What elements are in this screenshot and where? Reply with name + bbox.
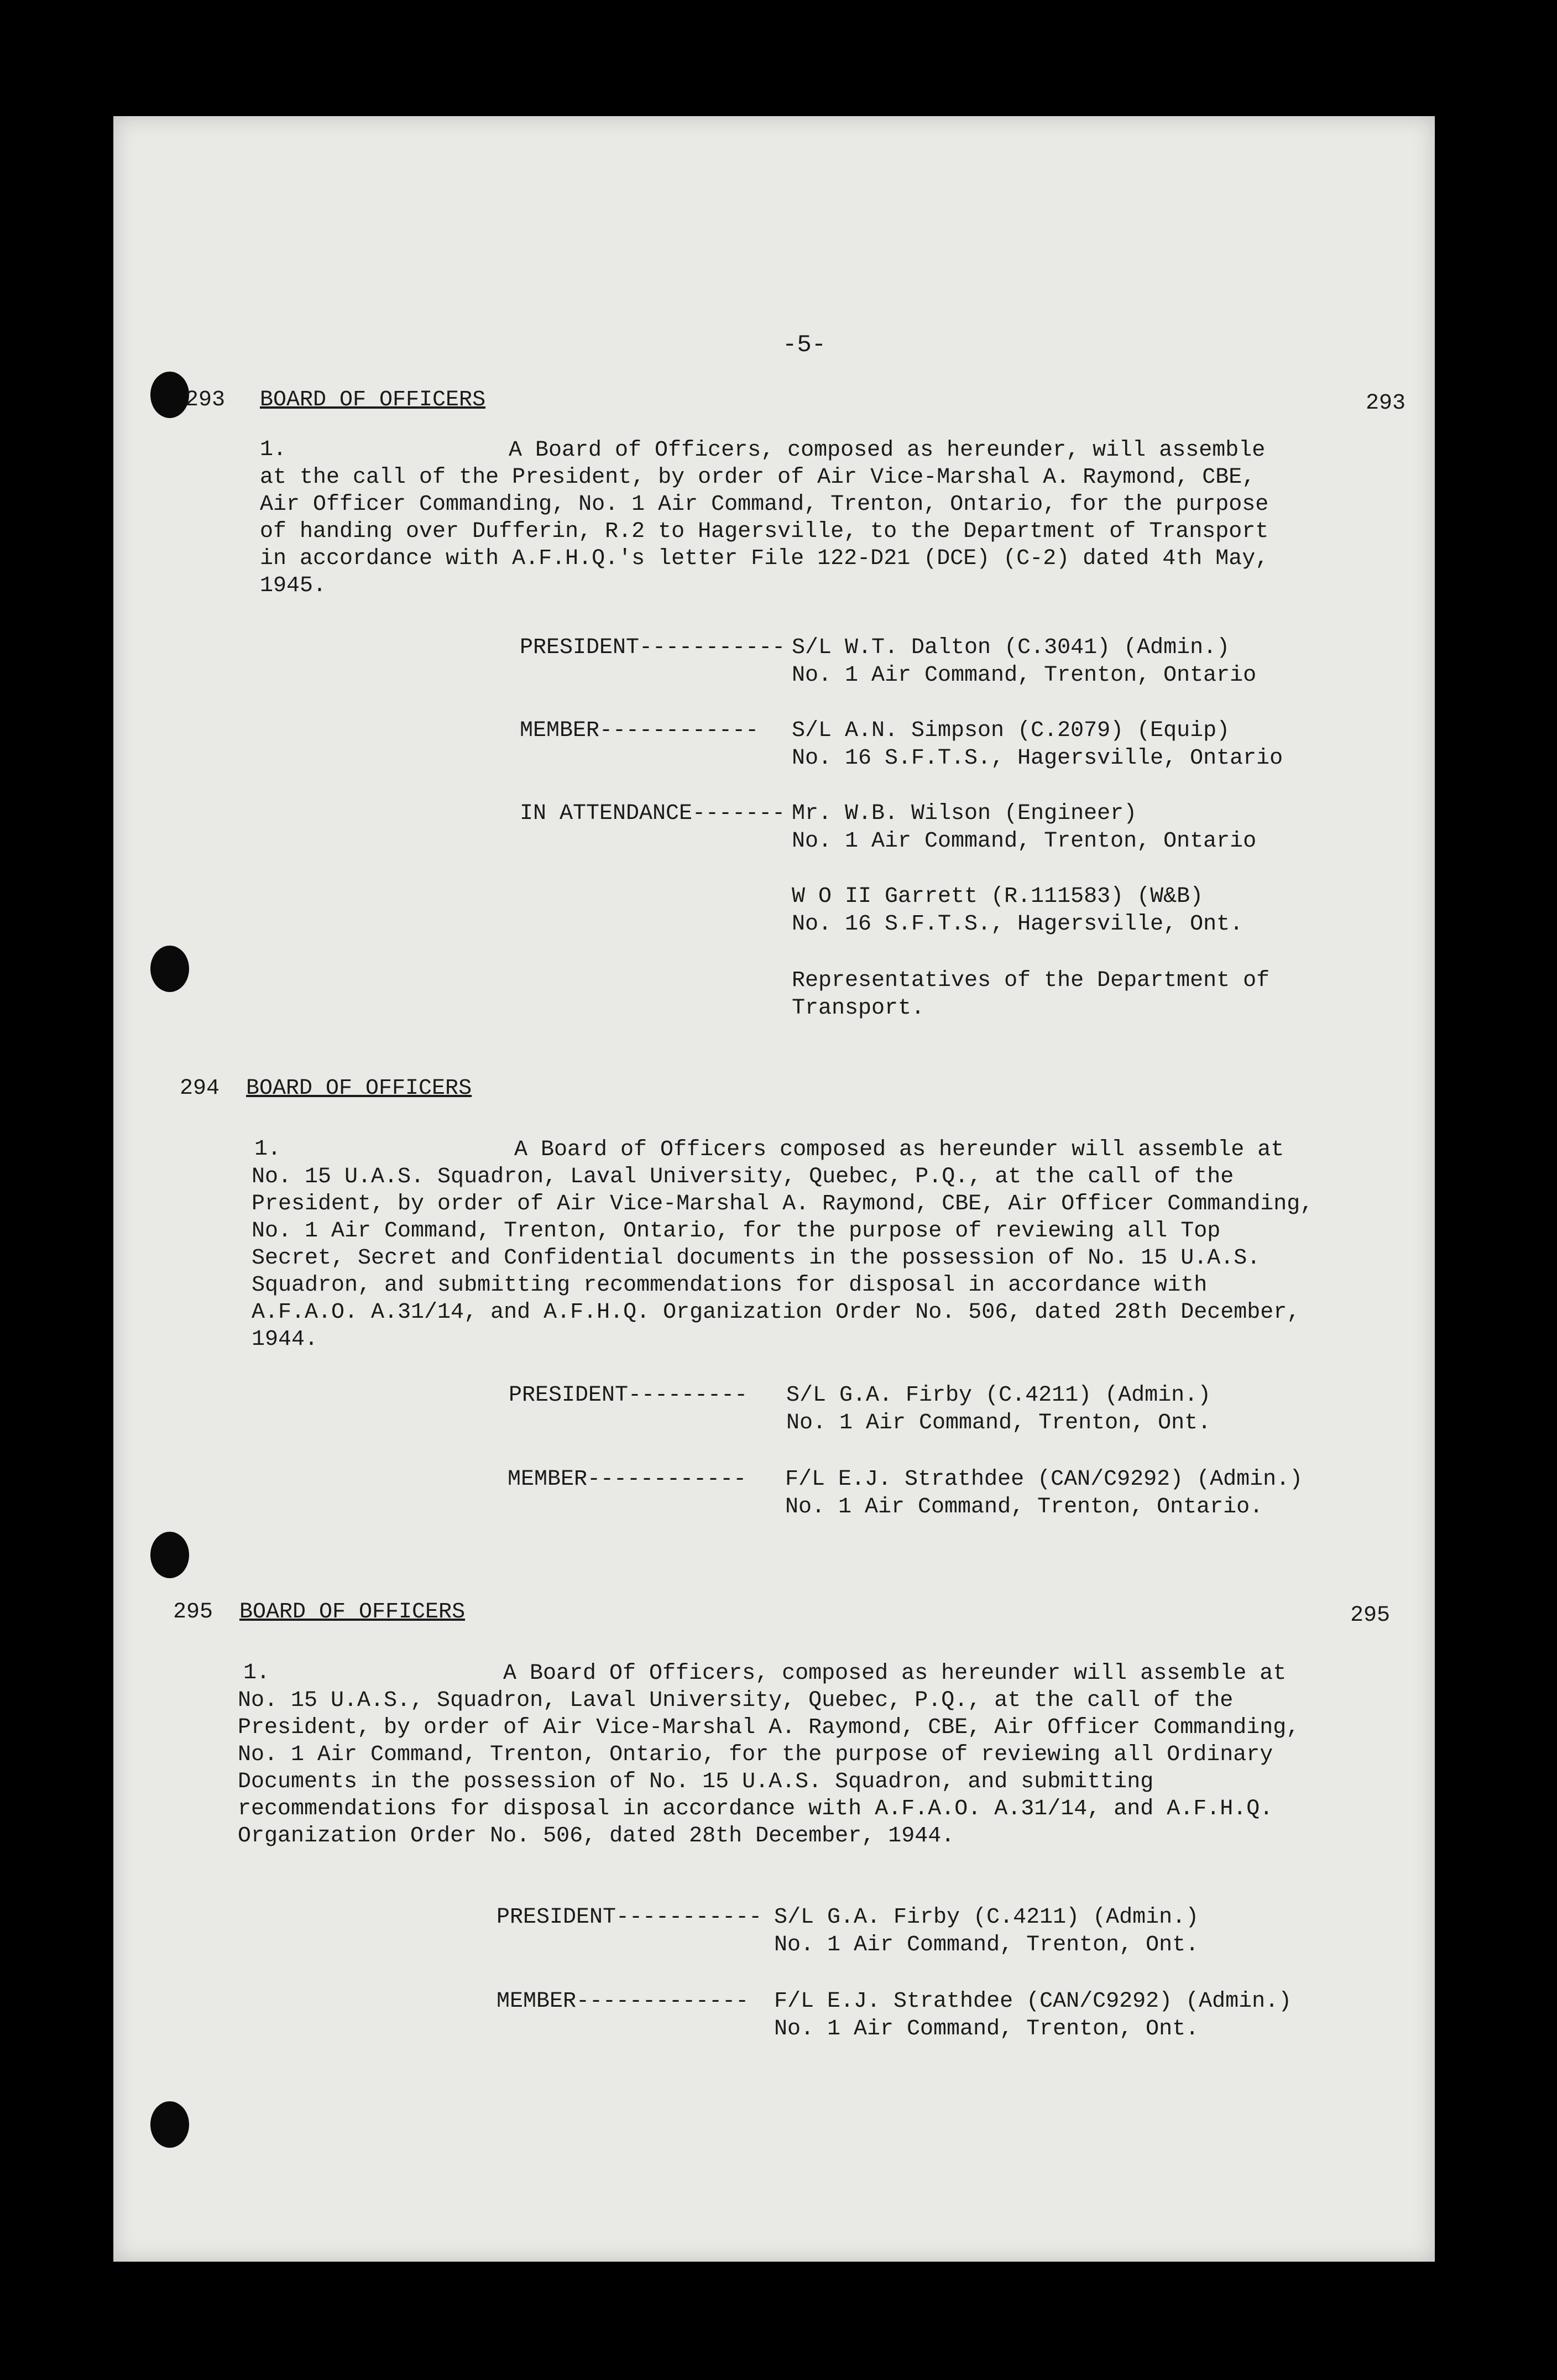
section-number-left: 295 (173, 1600, 213, 1625)
member-line: No. 1 Air Command, Trenton, Ont. (774, 2017, 1199, 2042)
member-line: No. 16 S.F.T.S., Hagersville, Ont. (792, 912, 1243, 937)
member-line: S/L A.N. Simpson (C.2079) (Equip) (792, 718, 1230, 743)
paragraph-line: A Board Of Officers, composed as hereunder will assemble at (503, 1661, 1287, 1686)
paragraph-line: No. 15 U.A.S., Squadron, Laval University, Quebec, P.Q., at the call of the (238, 1688, 1234, 1713)
paragraph-line: recommendations for disposal in accordance with A.F.A.O. A.31/14, and A.F.H.Q. (238, 1797, 1273, 1821)
member-role: MEMBER------------- (497, 1989, 749, 2014)
member-role: PRESIDENT----------- (520, 635, 786, 660)
paragraph-line: No. 1 Air Command, Trenton, Ontario, for the purpose of reviewing all Ordinary (238, 1742, 1273, 1767)
paragraph-line: No. 1 Air Command, Trenton, Ontario, for the purpose of reviewing all Top (252, 1219, 1221, 1244)
page-number: -5- (782, 331, 827, 359)
member-line: Transport. (792, 996, 925, 1021)
member-line: No. 1 Air Command, Trenton, Ontario (792, 829, 1257, 854)
member-role: PRESIDENT--------- (509, 1383, 748, 1408)
paragraph-line: Air Officer Commanding, No. 1 Air Command, Trenton, Ontario, for the purpose (260, 492, 1269, 517)
member-line: No. 1 Air Command, Trenton, Ont. (774, 1933, 1199, 1958)
paragraph-line: at the call of the President, by order of Air Vice-Marshal A. Raymond, CBE, (260, 465, 1256, 490)
member-line: W O II Garrett (R.111583) (W&B) (792, 884, 1204, 909)
member-role: MEMBER------------ (508, 1467, 747, 1492)
member-role: PRESIDENT----------- (497, 1905, 762, 1930)
section-number-right: 293 (1366, 391, 1406, 416)
paragraph-line: 1944. (252, 1327, 318, 1352)
member-line: No. 1 Air Command, Trenton, Ontario (792, 663, 1257, 688)
paragraph-line: Squadron, and submitting recommendations for disposal in accordance with (252, 1273, 1208, 1298)
section-heading: BOARD OF OFFICERS (239, 1600, 466, 1625)
binder-hole (150, 372, 189, 418)
paragraph-number: 1. (254, 1137, 281, 1162)
section-heading: BOARD OF OFFICERS (260, 388, 486, 413)
member-role: IN ATTENDANCE------- (520, 801, 786, 826)
binder-hole (150, 1532, 189, 1578)
paragraph-line: A Board of Officers, composed as hereunder, will assemble (509, 438, 1266, 463)
member-line: S/L W.T. Dalton (C.3041) (Admin.) (792, 635, 1230, 660)
paragraph-line: Documents in the possession of No. 15 U.A.S. Squadron, and submitting (238, 1770, 1154, 1794)
section-number-left: 293 (185, 388, 226, 413)
member-line: No. 1 Air Command, Trenton, Ont. (786, 1411, 1211, 1436)
paragraph-line: President, by order of Air Vice-Marshal A. Raymond, CBE, Air Officer Commanding, (238, 1715, 1300, 1740)
paragraph-line: President, by order of Air Vice-Marshal A. Raymond, CBE, Air Officer Commanding, (252, 1192, 1314, 1217)
member-line: F/L E.J. Strathdee (CAN/C9292) (Admin.) (785, 1467, 1303, 1492)
member-line: Mr. W.B. Wilson (Engineer) (792, 801, 1137, 826)
paragraph-line: Secret, Secret and Confidential documents in the possession of No. 15 U.A.S. (252, 1246, 1261, 1271)
binder-hole (150, 946, 189, 992)
paragraph-line: in accordance with A.F.H.Q.'s letter File 122-D21 (DCE) (C-2) dated 4th May, (260, 546, 1269, 571)
section-number-left: 294 (180, 1076, 220, 1101)
paragraph-line: Organization Order No. 506, dated 28th December, 1944. (238, 1824, 955, 1849)
binder-hole (150, 2101, 189, 2148)
paragraph-line: A.F.A.O. A.31/14, and A.F.H.Q. Organization Order No. 506, dated 28th December, (252, 1300, 1300, 1325)
member-line: F/L E.J. Strathdee (CAN/C9292) (Admin.) (774, 1989, 1292, 2014)
member-line: S/L G.A. Firby (C.4211) (Admin.) (774, 1905, 1199, 1930)
member-line: Representatives of the Department of (792, 968, 1270, 993)
member-role: MEMBER------------ (520, 718, 759, 743)
member-line: No. 1 Air Command, Trenton, Ontario. (785, 1495, 1263, 1520)
section-number-right: 295 (1350, 1603, 1391, 1628)
section-heading: BOARD OF OFFICERS (246, 1076, 472, 1101)
paragraph-number: 1. (243, 1661, 270, 1685)
member-line: S/L G.A. Firby (C.4211) (Admin.) (786, 1383, 1211, 1408)
paragraph-number: 1. (260, 437, 287, 462)
paragraph-line: No. 15 U.A.S. Squadron, Laval University, Quebec, P.Q., at the call of the (252, 1165, 1234, 1189)
member-line: No. 16 S.F.T.S., Hagersville, Ontario (792, 746, 1283, 771)
paragraph-line: A Board of Officers composed as hereunder will assemble at (514, 1137, 1284, 1162)
paragraph-line: of handing over Dufferin, R.2 to Hagersville, to the Department of Transport (260, 519, 1269, 544)
paragraph-line: 1945. (260, 573, 327, 598)
